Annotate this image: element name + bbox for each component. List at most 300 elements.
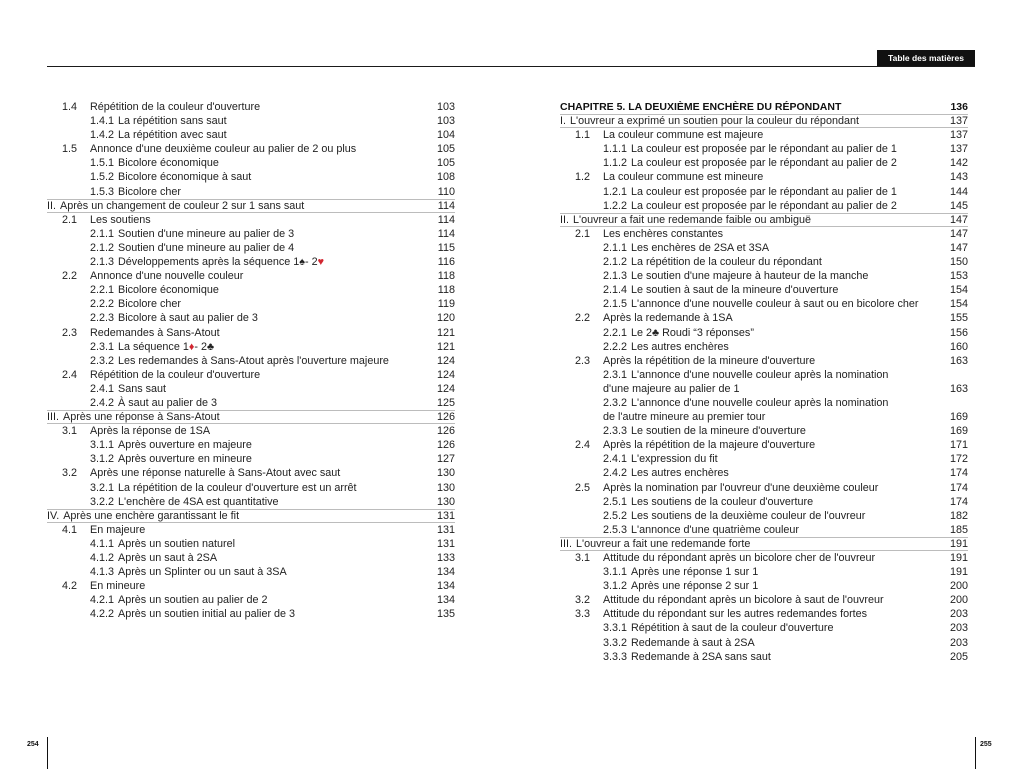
toc-entry bbox=[560, 128, 968, 142]
entry-title: L'annonce d'une nouvelle couleur après la nomination bbox=[631, 396, 889, 409]
entry-title: L'annonce d'une nouvelle couleur après la nomination bbox=[631, 368, 889, 381]
entry-page-number: 203 bbox=[949, 636, 968, 649]
toc-entry bbox=[560, 368, 968, 396]
entry-page-number: 114 bbox=[437, 199, 455, 212]
entry-title: À saut au palier de 3 bbox=[118, 396, 218, 409]
entry-title: La couleur commune est mineure bbox=[603, 171, 764, 184]
entry-number: 1.5.2 bbox=[90, 171, 115, 184]
entry-number: 1.4.1 bbox=[90, 115, 115, 128]
toc-entry bbox=[560, 326, 968, 340]
entry-page-number: 124 bbox=[436, 368, 455, 381]
entry-page-number: 121 bbox=[436, 326, 455, 339]
entry-title: Les enchères de 2SA et 3SA bbox=[631, 241, 770, 254]
entry-number: 4.1.3 bbox=[90, 566, 115, 579]
entry-number: 3.3.2 bbox=[603, 636, 628, 649]
entry-page-number: 118 bbox=[437, 270, 455, 283]
entry-title: Le 2♣ Roudi “3 réponses” bbox=[631, 326, 754, 339]
left-page-toc bbox=[47, 100, 455, 621]
entry-page-number: 169 bbox=[949, 425, 968, 438]
entry-page-number: 174 bbox=[949, 481, 968, 494]
entry-title: L'ouvreur a exprimé un soutien pour la couleur du répondant bbox=[570, 115, 859, 128]
entry-number: 1.2.1 bbox=[603, 185, 628, 198]
entry-number: 2.2 bbox=[62, 270, 78, 283]
entry-number: 4.1 bbox=[62, 523, 78, 536]
entry-title: Redemandes à Sans-Atout bbox=[90, 326, 220, 339]
entry-number: 2.4 bbox=[575, 439, 591, 452]
toc-entry bbox=[560, 636, 968, 650]
entry-title: La répétition sans saut bbox=[118, 115, 227, 128]
entry-title: En mineure bbox=[90, 580, 146, 593]
toc-entry bbox=[47, 255, 455, 269]
entry-title: Bicolore économique bbox=[118, 284, 219, 297]
entry-page-number: 156 bbox=[949, 326, 968, 339]
entry-title: Après une réponse naturelle à Sans-Atout avec saut bbox=[90, 467, 341, 480]
entry-page-number: 154 bbox=[949, 284, 968, 297]
toc-entry bbox=[560, 621, 968, 635]
entry-title: La répétition avec saut bbox=[118, 129, 227, 142]
entry-page-number: 125 bbox=[436, 396, 455, 409]
entry-title: Bicolore cher bbox=[118, 185, 182, 198]
entry-number: 4.1.1 bbox=[90, 537, 115, 550]
toc-entry bbox=[560, 452, 968, 466]
toc-entry bbox=[560, 142, 968, 156]
entry-title: Bicolore cher bbox=[118, 298, 182, 311]
entry-page-number: 154 bbox=[949, 298, 968, 311]
entry-page-number: 172 bbox=[949, 453, 968, 466]
left-page-number: 254 bbox=[27, 741, 39, 748]
entry-title: Les soutiens de la couleur d'ouverture bbox=[631, 495, 814, 508]
entry-number: 2.2.1 bbox=[90, 284, 115, 297]
entry-page-number: 121 bbox=[436, 340, 455, 353]
entry-title: L'enchère de 4SA est quantitative bbox=[118, 495, 279, 508]
entry-page-number: 127 bbox=[436, 453, 455, 466]
entry-number: 3.2.2 bbox=[90, 495, 115, 508]
toc-entry bbox=[47, 114, 455, 128]
toc-section-entry bbox=[47, 199, 455, 213]
entry-title: Annonce d'une deuxième couleur au palier de 2 ou plus bbox=[90, 143, 357, 156]
entry-number: 2.4.2 bbox=[90, 396, 115, 409]
toc-entry bbox=[560, 156, 968, 170]
entry-number: 3.3.1 bbox=[603, 622, 628, 635]
toc-section-entry bbox=[560, 114, 968, 128]
entry-page-number: 137 bbox=[949, 129, 968, 142]
toc-entry bbox=[47, 424, 455, 438]
chapter-heading bbox=[560, 100, 968, 114]
entry-page-number: 130 bbox=[436, 495, 455, 508]
entry-page-number: 131 bbox=[436, 537, 455, 550]
entry-title: Après ouverture en majeure bbox=[118, 439, 252, 452]
left-folio-rule bbox=[47, 737, 48, 769]
toc-entry bbox=[47, 156, 455, 170]
entry-title: L'expression du fit bbox=[631, 453, 718, 466]
toc-entry bbox=[560, 269, 968, 283]
entry-page-number: 147 bbox=[949, 227, 968, 240]
entry-title: Attitude du répondant sur les autres redemandes fortes bbox=[603, 608, 868, 621]
toc-entry bbox=[47, 128, 455, 142]
toc-entry bbox=[560, 565, 968, 579]
entry-title: La couleur est proposée par le répondant au palier de 2 bbox=[631, 199, 897, 212]
entry-page-number: 103 bbox=[436, 115, 455, 128]
toc-entry bbox=[560, 523, 968, 537]
entry-number: 1.4 bbox=[62, 101, 78, 113]
entry-title: Après une réponse 1 sur 1 bbox=[631, 566, 759, 579]
entry-number: 2.3.3 bbox=[603, 425, 628, 438]
entry-number: 1.4.2 bbox=[90, 129, 115, 142]
toc-entry bbox=[560, 593, 968, 607]
toc-entry bbox=[560, 255, 968, 269]
entry-title: Bicolore à saut au palier de 3 bbox=[118, 312, 258, 325]
toc-entry bbox=[560, 354, 968, 368]
toc-entry bbox=[47, 593, 455, 607]
entry-number: 2.3.2 bbox=[603, 396, 628, 409]
toc-entry bbox=[560, 509, 968, 523]
entry-number: 3.3 bbox=[575, 608, 591, 621]
entry-number: 2.4 bbox=[62, 368, 78, 381]
toc-entry bbox=[47, 185, 455, 199]
toc-entry bbox=[47, 326, 455, 340]
entry-number: 2.1 bbox=[575, 227, 591, 240]
entry-title: Soutien d'une mineure au palier de 4 bbox=[118, 241, 295, 254]
entry-page-number: 200 bbox=[949, 580, 968, 593]
entry-number: 1.1.2 bbox=[603, 157, 628, 170]
entry-number: 3.1.2 bbox=[603, 580, 628, 593]
right-page-toc bbox=[560, 100, 968, 664]
entry-number: 3.3.3 bbox=[603, 650, 628, 663]
entry-title: Le soutien d'une majeure à hauteur de la manche bbox=[631, 270, 869, 283]
toc-entry bbox=[47, 213, 455, 227]
entry-title: Après la réponse de 1SA bbox=[90, 425, 211, 438]
entry-number: 1.1.1 bbox=[603, 143, 628, 156]
entry-page-number: 105 bbox=[436, 143, 455, 156]
entry-number: 4.1.2 bbox=[90, 552, 115, 564]
entry-page-number: 191 bbox=[949, 566, 968, 579]
entry-page-number: 134 bbox=[436, 594, 455, 607]
toc-section-entry bbox=[47, 410, 455, 424]
entry-number: 2.1 bbox=[62, 213, 78, 226]
entry-title: Attitude du répondant après un bicolore à saut de l'ouvreur bbox=[603, 594, 884, 607]
entry-page-number: 133 bbox=[436, 552, 455, 564]
entry-number: 3.1 bbox=[575, 552, 591, 564]
entry-number: 2.5 bbox=[575, 481, 591, 494]
entry-page-number: 174 bbox=[949, 495, 968, 508]
toc-entry bbox=[47, 523, 455, 537]
entry-page-number: 130 bbox=[436, 467, 455, 480]
entry-page-number: 163 bbox=[949, 382, 968, 395]
toc-entry bbox=[560, 170, 968, 184]
toc-entry bbox=[560, 199, 968, 213]
entry-title: Les autres enchères bbox=[631, 340, 729, 353]
entry-number: 2.3 bbox=[62, 326, 78, 339]
toc-entry bbox=[47, 438, 455, 452]
entry-title: Redemande à saut à 2SA bbox=[631, 636, 755, 649]
toc-entry bbox=[47, 565, 455, 579]
toc-entry bbox=[47, 382, 455, 396]
toc-entry bbox=[47, 100, 455, 114]
toc-entry bbox=[560, 424, 968, 438]
toc-section-entry bbox=[47, 509, 455, 523]
entry-title: Répétition de la couleur d'ouverture bbox=[90, 101, 261, 113]
entry-number: 3.2 bbox=[62, 467, 78, 480]
entry-number: 3.1.1 bbox=[90, 439, 115, 452]
toc-entry bbox=[560, 283, 968, 297]
entry-page-number: 147 bbox=[949, 241, 968, 254]
entry-number: 2.2 bbox=[575, 312, 591, 325]
entry-number: 2.3.1 bbox=[603, 368, 628, 381]
toc-entry bbox=[560, 311, 968, 325]
entry-page-number: 126 bbox=[436, 411, 455, 424]
entry-page-number: 103 bbox=[436, 101, 455, 113]
entry-number: 2.4.2 bbox=[603, 467, 628, 480]
entry-number: 4.2.1 bbox=[90, 594, 115, 607]
entry-number: 2.3.2 bbox=[90, 354, 115, 367]
entry-page-number: 160 bbox=[949, 340, 968, 353]
entry-page-number: 130 bbox=[436, 481, 455, 494]
entry-title: Après un changement de couleur 2 sur 1 sans saut bbox=[60, 199, 305, 212]
chapter-title: CHAPITRE 5. LA DEUXIÈME ENCHÈRE DU RÉPONDANT bbox=[560, 101, 842, 113]
toc-entry bbox=[47, 481, 455, 495]
entry-number: 2.2.2 bbox=[90, 298, 115, 311]
entry-number: 4.2 bbox=[62, 580, 78, 593]
entry-number: 1.2.2 bbox=[603, 199, 628, 212]
entry-number: 3.1.2 bbox=[90, 453, 115, 466]
entry-number: 1.1 bbox=[575, 129, 591, 142]
entry-number: 2.1.5 bbox=[603, 298, 628, 311]
entry-number: 2.3 bbox=[575, 354, 591, 367]
entry-page-number: 131 bbox=[436, 509, 455, 522]
entry-page-number: 124 bbox=[436, 354, 455, 367]
entry-number: 4.2.2 bbox=[90, 608, 115, 621]
entry-title: Après la redemande à 1SA bbox=[603, 312, 733, 325]
entry-number: 1.5 bbox=[62, 143, 78, 156]
entry-number: 2.2.2 bbox=[603, 340, 628, 353]
entry-title: Les soutiens de la deuxième couleur de l'ouvreur bbox=[631, 509, 866, 522]
entry-page-number: 126 bbox=[436, 425, 455, 438]
entry-number: 2.5.2 bbox=[603, 509, 628, 522]
toc-entry-line bbox=[560, 368, 968, 382]
toc-entry bbox=[560, 227, 968, 241]
toc-entry bbox=[47, 551, 455, 565]
entry-number: 2.5.3 bbox=[603, 523, 628, 536]
entry-number: I. bbox=[560, 115, 566, 128]
toc-entry bbox=[560, 650, 968, 664]
entry-page-number: 126 bbox=[436, 439, 455, 452]
toc-entry bbox=[560, 185, 968, 199]
entry-title: Après une réponse à Sans-Atout bbox=[63, 411, 220, 424]
entry-number: 2.1.3 bbox=[603, 270, 628, 283]
entry-number: 2.4.1 bbox=[603, 453, 628, 466]
right-page-number: 255 bbox=[980, 741, 992, 748]
entry-number: 2.3.1 bbox=[90, 340, 115, 353]
entry-page-number: 150 bbox=[949, 256, 968, 269]
entry-page-number: 114 bbox=[437, 227, 455, 240]
entry-page-number: 191 bbox=[949, 552, 968, 564]
entry-page-number: 104 bbox=[436, 129, 455, 142]
toc-entry bbox=[47, 396, 455, 410]
right-folio-rule bbox=[975, 737, 976, 769]
entry-page-number: 114 bbox=[437, 213, 455, 226]
toc-entry bbox=[560, 466, 968, 480]
entry-page-number: 171 bbox=[949, 439, 968, 452]
toc-entry bbox=[47, 269, 455, 283]
entry-page-number: 155 bbox=[949, 312, 968, 325]
entry-page-number: 174 bbox=[949, 467, 968, 480]
toc-entry bbox=[47, 142, 455, 156]
entry-page-number: 116 bbox=[437, 256, 455, 269]
toc-entry bbox=[47, 241, 455, 255]
entry-page-number: 191 bbox=[949, 537, 968, 550]
toc-entry bbox=[560, 551, 968, 565]
entry-title: Après une réponse 2 sur 1 bbox=[631, 580, 759, 593]
toc-entry bbox=[47, 607, 455, 621]
toc-entry bbox=[560, 340, 968, 354]
entry-page-number: 105 bbox=[436, 157, 455, 170]
entry-page-number: 124 bbox=[436, 382, 455, 395]
section-header-tab: Table des matières bbox=[877, 50, 975, 66]
entry-title: Après un soutien initial au palier de 3 bbox=[118, 608, 296, 621]
entry-title: Après la répétition de la mineure d'ouverture bbox=[603, 354, 816, 367]
entry-page-number: 153 bbox=[949, 270, 968, 283]
entry-number: 2.5.1 bbox=[603, 495, 628, 508]
entry-title: Après ouverture en mineure bbox=[118, 453, 252, 466]
entry-page-number: 131 bbox=[436, 523, 455, 536]
entry-title: L'ouvreur a fait une redemande forte bbox=[576, 537, 751, 550]
entry-page-number: 110 bbox=[437, 185, 455, 198]
entry-number: 3.1 bbox=[62, 425, 78, 438]
entry-page-number: 134 bbox=[436, 580, 455, 593]
entry-page-number: 144 bbox=[949, 185, 968, 198]
entry-number: 3.2 bbox=[575, 594, 591, 607]
toc-entry bbox=[47, 283, 455, 297]
entry-page-number: 169 bbox=[949, 411, 968, 424]
toc-entry bbox=[47, 354, 455, 368]
toc-entry bbox=[560, 607, 968, 621]
entry-title: Le soutien de la mineure d'ouverture bbox=[631, 425, 806, 438]
heart-suit-icon: ♥ bbox=[317, 256, 325, 269]
entry-title: Attitude du répondant après un bicolore cher de l'ouvreur bbox=[603, 552, 876, 564]
entry-page-number: 115 bbox=[437, 241, 455, 254]
entry-title: L'annonce d'une quatrième couleur bbox=[631, 523, 799, 536]
toc-entry bbox=[47, 368, 455, 382]
entry-title: La répétition de la couleur du répondant bbox=[631, 256, 822, 269]
entry-page-number: 120 bbox=[436, 312, 455, 325]
entry-title: Sans saut bbox=[118, 382, 167, 395]
entry-title: La séquence 1♦- 2♣ bbox=[118, 340, 215, 353]
entry-number: II. bbox=[560, 213, 569, 226]
toc-entry bbox=[47, 227, 455, 241]
entry-title: Répétition de la couleur d'ouverture bbox=[90, 368, 261, 381]
toc-entry bbox=[47, 297, 455, 311]
entry-title: Les enchères constantes bbox=[603, 227, 724, 240]
entry-page-number: 137 bbox=[949, 115, 968, 128]
entry-page-number: 182 bbox=[949, 509, 968, 522]
entry-number: 2.2.1 bbox=[603, 326, 628, 339]
entry-title: Les soutiens bbox=[90, 213, 151, 226]
entry-title: Après un soutien au palier de 2 bbox=[118, 594, 268, 607]
entry-page-number: 108 bbox=[436, 171, 455, 184]
entry-number: 2.1.2 bbox=[90, 241, 115, 254]
entry-title: Soutien d'une mineure au palier de 3 bbox=[118, 227, 295, 240]
entry-number: 3.1.1 bbox=[603, 566, 628, 579]
entry-title: L'annonce d'une nouvelle couleur à saut ou en bicolore cher bbox=[631, 298, 919, 311]
entry-page-number: 203 bbox=[949, 622, 968, 635]
toc-entry-line bbox=[560, 396, 968, 410]
entry-page-number: 134 bbox=[436, 566, 455, 579]
entry-page-number: 200 bbox=[949, 594, 968, 607]
entry-number: III. bbox=[47, 411, 59, 424]
toc-section-entry bbox=[560, 213, 968, 227]
entry-page-number: 145 bbox=[949, 199, 968, 212]
toc-entry bbox=[560, 438, 968, 452]
entry-title: Après la nomination par l'ouvreur d'une deuxième couleur bbox=[603, 481, 879, 494]
toc-entry bbox=[47, 170, 455, 184]
entry-title: Après la répétition de la majeure d'ouverture bbox=[603, 439, 816, 452]
entry-title: La répétition de la couleur d'ouverture est un arrêt bbox=[118, 481, 357, 494]
entry-title: La couleur est proposée par le répondant au palier de 1 bbox=[631, 185, 897, 198]
entry-title: Les redemandes à Sans-Atout après l'ouverture majeure bbox=[118, 354, 389, 367]
toc-entry bbox=[560, 241, 968, 255]
entry-title: La couleur est proposée par le répondant au palier de 2 bbox=[631, 157, 897, 170]
entry-number: 2.4.1 bbox=[90, 382, 115, 395]
toc-entry bbox=[560, 481, 968, 495]
entry-number: 3.2.1 bbox=[90, 481, 115, 494]
entry-title-continued: d'une majeure au palier de 1 bbox=[603, 382, 740, 395]
entry-number: 1.5.3 bbox=[90, 185, 115, 198]
entry-number: IV. bbox=[47, 509, 60, 522]
toc-entry bbox=[47, 495, 455, 509]
entry-page-number: 205 bbox=[949, 650, 968, 663]
entry-title: Le soutien à saut de la mineure d'ouverture bbox=[631, 284, 839, 297]
entry-page-number: 118 bbox=[437, 284, 455, 297]
entry-number: 2.1.3 bbox=[90, 256, 115, 269]
entry-title: La couleur est proposée par le répondant au palier de 1 bbox=[631, 143, 897, 156]
entry-title: Bicolore économique à saut bbox=[118, 171, 252, 184]
toc-entry bbox=[47, 452, 455, 466]
toc-section-entry bbox=[560, 537, 968, 551]
entry-number: 2.1.1 bbox=[90, 227, 115, 240]
entry-page-number: 119 bbox=[437, 298, 455, 311]
toc-entry bbox=[560, 579, 968, 593]
entry-title: La couleur commune est majeure bbox=[603, 129, 764, 142]
entry-title: Après un Splinter ou un saut à 3SA bbox=[118, 566, 287, 579]
header-rule bbox=[47, 66, 975, 67]
toc-entry bbox=[47, 340, 455, 354]
entry-title: L'ouvreur a fait une redemande faible ou ambiguë bbox=[573, 213, 811, 226]
diamond-suit-icon: ♦ bbox=[188, 340, 195, 353]
entry-title: Bicolore économique bbox=[118, 157, 219, 170]
toc-entry bbox=[47, 466, 455, 480]
entry-number: III. bbox=[560, 537, 572, 550]
entry-number: 2.2.3 bbox=[90, 312, 115, 325]
entry-page-number: 135 bbox=[436, 608, 455, 621]
entry-number: 2.1.1 bbox=[603, 241, 628, 254]
entry-title: Les autres enchères bbox=[631, 467, 729, 480]
entry-page-number: 143 bbox=[949, 171, 968, 184]
toc-entry bbox=[47, 579, 455, 593]
entry-title: Après une enchère garantissant le fit bbox=[63, 509, 240, 522]
toc-entry-line bbox=[560, 410, 968, 424]
entry-number: 1.2 bbox=[575, 171, 591, 184]
toc-entry bbox=[560, 297, 968, 311]
entry-page-number: 185 bbox=[949, 523, 968, 536]
toc-entry bbox=[47, 537, 455, 551]
entry-title: Après un soutien naturel bbox=[118, 537, 236, 550]
entry-title: Après un saut à 2SA bbox=[118, 552, 218, 564]
entry-number: 2.1.4 bbox=[603, 284, 628, 297]
toc-entry bbox=[560, 396, 968, 424]
entry-title: En majeure bbox=[90, 523, 146, 536]
toc-entry bbox=[47, 311, 455, 325]
entry-page-number: 142 bbox=[949, 157, 968, 170]
